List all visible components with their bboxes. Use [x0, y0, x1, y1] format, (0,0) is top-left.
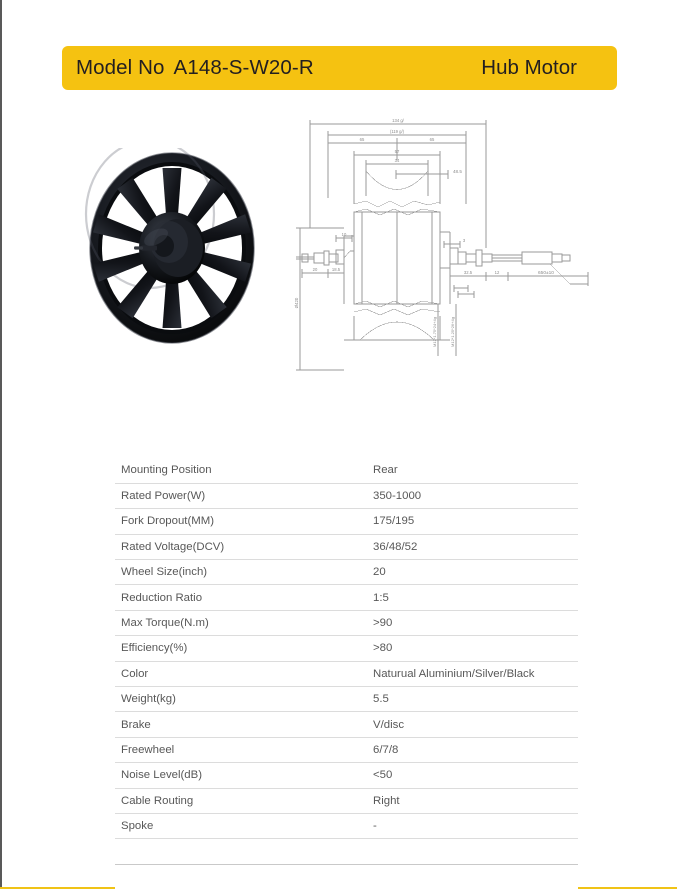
table-row	[115, 737, 578, 762]
spec-key: Max Torque(N.m)	[115, 610, 373, 635]
product-header-bar	[62, 46, 617, 90]
table-row	[115, 813, 578, 838]
model-no-label: Model No	[76, 56, 165, 79]
spec-value: Right	[373, 788, 578, 813]
product-type-label: Hub Motor	[481, 56, 577, 79]
spec-key: Mounting Position	[115, 458, 373, 483]
table-row	[115, 712, 578, 737]
table-row	[115, 661, 578, 686]
spec-key: Reduction Ratio	[115, 585, 373, 610]
spec-key: Rated Power(W)	[115, 483, 373, 508]
spec-value-tail	[373, 864, 578, 889]
spec-key: Rated Voltage(DCV)	[115, 534, 373, 559]
spec-key: Efficiency(%)	[115, 636, 373, 661]
dim-disc-inner: 34	[394, 158, 400, 163]
table-row	[115, 763, 578, 788]
dim-right-c: 3	[462, 238, 466, 243]
table-row-blank	[115, 839, 578, 864]
dim-axle-left-b: 18.5	[331, 267, 341, 272]
table-row	[115, 458, 578, 483]
model-group	[76, 56, 314, 80]
spec-value: 175/195	[373, 509, 578, 534]
dim-overall-width: 134 g/	[392, 118, 404, 123]
dim-half-left: 65	[359, 137, 365, 142]
table-row	[115, 509, 578, 534]
technical-drawing	[288, 108, 594, 390]
dim-axle-left-a: 20	[312, 267, 318, 272]
table-row	[115, 534, 578, 559]
spec-key: Spoke	[115, 813, 373, 838]
spec-value: 1:5	[373, 585, 578, 610]
spec-value: 36/48/52	[373, 534, 578, 559]
wheel-illustration	[74, 148, 270, 348]
spec-key: Brake	[115, 712, 373, 737]
spec-value: Naturual Aluminium/Silver/Black	[373, 661, 578, 686]
wheel-photo	[74, 148, 270, 348]
table-row-tail	[115, 864, 578, 889]
dim-half-right: 65	[429, 137, 435, 142]
specification-table	[115, 458, 578, 890]
dim-right-b: 32.5	[463, 270, 473, 275]
spec-key: Cable Routing	[115, 788, 373, 813]
dim-axle-step: 10	[341, 232, 347, 237]
table-row	[115, 687, 578, 712]
spec-key: Weight(kg)	[115, 687, 373, 712]
spec-key: Noise Level(dB)	[115, 763, 373, 788]
specification-table-body	[115, 458, 578, 890]
spec-key: Freewheel	[115, 737, 373, 762]
spec-key: Color	[115, 661, 373, 686]
dim-wheel-diameter: Ø420	[294, 297, 299, 309]
spec-value: 20	[373, 560, 578, 585]
spec-key: Fork Dropout(MM)	[115, 509, 373, 534]
table-row	[115, 636, 578, 661]
spec-value: Rear	[373, 458, 578, 483]
spec-value: V/disc	[373, 712, 578, 737]
table-row	[115, 560, 578, 585]
model-no-value: A148-S-W20-R	[173, 56, 314, 79]
dim-thread-left: M12*1.75*24+4g	[432, 317, 437, 347]
dim-disc-outer: 57	[394, 149, 400, 154]
spec-value: 5.5	[373, 687, 578, 712]
spec-value: 350-1000	[373, 483, 578, 508]
table-row	[115, 610, 578, 635]
spec-key: Wheel Size(inch)	[115, 560, 373, 585]
dim-right-a: 12	[494, 270, 500, 275]
dim-boss-diameter: 48.5	[453, 169, 462, 174]
spec-key-tail	[115, 864, 373, 889]
spec-key-blank	[115, 839, 373, 864]
spec-value-blank	[373, 839, 578, 864]
spec-value: 6/7/8	[373, 737, 578, 762]
spec-value: -	[373, 813, 578, 838]
dim-thread-right: M12*1.25*26+4g	[450, 317, 455, 347]
spec-value: >80	[373, 636, 578, 661]
spec-value: <50	[373, 763, 578, 788]
dim-inner-width: (119 g/)	[389, 129, 405, 134]
hub-motor-cross-section-drawing	[288, 108, 594, 390]
dim-cable-length: 650±10	[538, 271, 554, 276]
page-left-edge	[0, 0, 2, 889]
spec-value: >90	[373, 610, 578, 635]
table-row	[115, 788, 578, 813]
table-row	[115, 483, 578, 508]
table-row	[115, 585, 578, 610]
